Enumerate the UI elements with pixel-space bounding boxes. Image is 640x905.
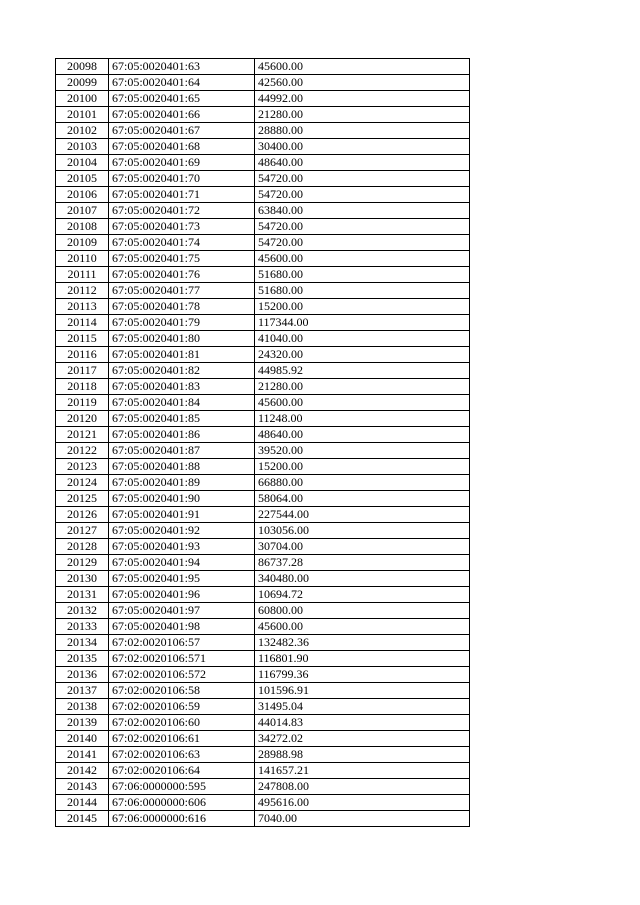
table-row xyxy=(56,139,470,155)
value-cell: 24320.00 xyxy=(255,347,470,363)
value-cell: 247808.00 xyxy=(255,779,470,795)
cadastral-number-cell: 67:05:0020401:79 xyxy=(109,315,255,331)
cadastral-number-cell: 67:05:0020401:98 xyxy=(109,619,255,635)
cadastral-number-cell: 67:05:0020401:88 xyxy=(109,459,255,475)
table-row xyxy=(56,731,470,747)
value-cell: 44985.92 xyxy=(255,363,470,379)
table-row xyxy=(56,331,470,347)
cadastral-number-cell: 67:05:0020401:82 xyxy=(109,363,255,379)
value-cell: 45600.00 xyxy=(255,619,470,635)
table-row xyxy=(56,635,470,651)
value-cell: 54720.00 xyxy=(255,171,470,187)
table-row xyxy=(56,203,470,219)
table-row xyxy=(56,315,470,331)
row-number-cell: 20140 xyxy=(56,731,109,747)
cadastral-number-cell: 67:06:0000000:595 xyxy=(109,779,255,795)
cadastral-number-cell: 67:02:0020106:61 xyxy=(109,731,255,747)
row-number-cell: 20110 xyxy=(56,251,109,267)
table-row xyxy=(56,811,470,827)
value-cell: 141657.21 xyxy=(255,763,470,779)
table-row xyxy=(56,107,470,123)
value-cell: 15200.00 xyxy=(255,299,470,315)
table-row xyxy=(56,363,470,379)
table-row xyxy=(56,555,470,571)
row-number-cell: 20131 xyxy=(56,587,109,603)
value-cell: 48640.00 xyxy=(255,155,470,171)
cadastral-number-cell: 67:02:0020106:59 xyxy=(109,699,255,715)
row-number-cell: 20135 xyxy=(56,651,109,667)
row-number-cell: 20103 xyxy=(56,139,109,155)
value-cell: 21280.00 xyxy=(255,107,470,123)
cadastral-number-cell: 67:05:0020401:71 xyxy=(109,187,255,203)
cadastral-number-cell: 67:05:0020401:75 xyxy=(109,251,255,267)
row-number-cell: 20134 xyxy=(56,635,109,651)
row-number-cell: 20120 xyxy=(56,411,109,427)
row-number-cell: 20100 xyxy=(56,91,109,107)
value-cell: 54720.00 xyxy=(255,219,470,235)
row-number-cell: 20114 xyxy=(56,315,109,331)
value-cell: 340480.00 xyxy=(255,571,470,587)
value-cell: 101596.91 xyxy=(255,683,470,699)
row-number-cell: 20127 xyxy=(56,523,109,539)
cadastral-number-cell: 67:02:0020106:57 xyxy=(109,635,255,651)
value-cell: 41040.00 xyxy=(255,331,470,347)
row-number-cell: 20122 xyxy=(56,443,109,459)
value-cell: 30704.00 xyxy=(255,539,470,555)
table-row xyxy=(56,91,470,107)
value-cell: 495616.00 xyxy=(255,795,470,811)
value-cell: 54720.00 xyxy=(255,187,470,203)
cadastral-number-cell: 67:05:0020401:84 xyxy=(109,395,255,411)
table-row xyxy=(56,587,470,603)
cadastral-number-cell: 67:05:0020401:95 xyxy=(109,571,255,587)
table-row xyxy=(56,523,470,539)
table-row xyxy=(56,411,470,427)
table-row xyxy=(56,651,470,667)
cadastral-number-cell: 67:05:0020401:83 xyxy=(109,379,255,395)
table-row xyxy=(56,475,470,491)
table-row xyxy=(56,667,470,683)
cadastral-number-cell: 67:05:0020401:86 xyxy=(109,427,255,443)
table-row xyxy=(56,59,470,75)
value-cell: 15200.00 xyxy=(255,459,470,475)
table-row xyxy=(56,267,470,283)
cadastral-number-cell: 67:05:0020401:64 xyxy=(109,75,255,91)
row-number-cell: 20130 xyxy=(56,571,109,587)
value-cell: 34272.02 xyxy=(255,731,470,747)
cadastral-number-cell: 67:05:0020401:81 xyxy=(109,347,255,363)
table-row xyxy=(56,603,470,619)
cadastral-number-cell: 67:06:0000000:616 xyxy=(109,811,255,827)
row-number-cell: 20136 xyxy=(56,667,109,683)
row-number-cell: 20117 xyxy=(56,363,109,379)
table-row xyxy=(56,187,470,203)
cadastral-number-cell: 67:05:0020401:77 xyxy=(109,283,255,299)
cadastral-number-cell: 67:05:0020401:67 xyxy=(109,123,255,139)
table-row xyxy=(56,779,470,795)
table-row xyxy=(56,283,470,299)
table-row xyxy=(56,75,470,91)
value-cell: 21280.00 xyxy=(255,379,470,395)
cadastral-number-cell: 67:05:0020401:69 xyxy=(109,155,255,171)
row-number-cell: 20145 xyxy=(56,811,109,827)
row-number-cell: 20104 xyxy=(56,155,109,171)
row-number-cell: 20105 xyxy=(56,171,109,187)
table-row xyxy=(56,795,470,811)
cadastral-number-cell: 67:05:0020401:80 xyxy=(109,331,255,347)
table-row xyxy=(56,171,470,187)
value-cell: 45600.00 xyxy=(255,251,470,267)
value-cell: 60800.00 xyxy=(255,603,470,619)
cadastral-number-cell: 67:05:0020401:96 xyxy=(109,587,255,603)
value-cell: 48640.00 xyxy=(255,427,470,443)
value-cell: 117344.00 xyxy=(255,315,470,331)
cadastral-number-cell: 67:05:0020401:93 xyxy=(109,539,255,555)
cadastral-number-cell: 67:02:0020106:58 xyxy=(109,683,255,699)
table-body xyxy=(56,59,470,827)
cadastral-number-cell: 67:02:0020106:63 xyxy=(109,747,255,763)
table-row xyxy=(56,539,470,555)
row-number-cell: 20133 xyxy=(56,619,109,635)
value-cell: 44992.00 xyxy=(255,91,470,107)
table-row xyxy=(56,507,470,523)
value-cell: 7040.00 xyxy=(255,811,470,827)
row-number-cell: 20112 xyxy=(56,283,109,299)
row-number-cell: 20115 xyxy=(56,331,109,347)
table-row xyxy=(56,123,470,139)
row-number-cell: 20144 xyxy=(56,795,109,811)
row-number-cell: 20101 xyxy=(56,107,109,123)
cadastral-number-cell: 67:06:0000000:606 xyxy=(109,795,255,811)
value-cell: 51680.00 xyxy=(255,283,470,299)
value-cell: 227544.00 xyxy=(255,507,470,523)
cadastral-number-cell: 67:05:0020401:78 xyxy=(109,299,255,315)
cadastral-number-cell: 67:05:0020401:89 xyxy=(109,475,255,491)
table-row xyxy=(56,251,470,267)
row-number-cell: 20108 xyxy=(56,219,109,235)
row-number-cell: 20118 xyxy=(56,379,109,395)
table-row xyxy=(56,715,470,731)
row-number-cell: 20143 xyxy=(56,779,109,795)
value-cell: 10694.72 xyxy=(255,587,470,603)
cadastral-number-cell: 67:05:0020401:94 xyxy=(109,555,255,571)
table-row xyxy=(56,155,470,171)
row-number-cell: 20139 xyxy=(56,715,109,731)
table-row xyxy=(56,619,470,635)
row-number-cell: 20106 xyxy=(56,187,109,203)
value-cell: 39520.00 xyxy=(255,443,470,459)
value-cell: 28988.98 xyxy=(255,747,470,763)
row-number-cell: 20137 xyxy=(56,683,109,699)
table-row xyxy=(56,427,470,443)
cadastral-number-cell: 67:02:0020106:572 xyxy=(109,667,255,683)
cadastral-number-cell: 67:05:0020401:85 xyxy=(109,411,255,427)
cadastral-number-cell: 67:05:0020401:97 xyxy=(109,603,255,619)
cadastral-number-cell: 67:05:0020401:66 xyxy=(109,107,255,123)
row-number-cell: 20124 xyxy=(56,475,109,491)
value-cell: 116801.90 xyxy=(255,651,470,667)
cadastral-number-cell: 67:05:0020401:65 xyxy=(109,91,255,107)
table-row xyxy=(56,443,470,459)
row-number-cell: 20142 xyxy=(56,763,109,779)
cadastral-number-cell: 67:05:0020401:72 xyxy=(109,203,255,219)
row-number-cell: 20129 xyxy=(56,555,109,571)
value-cell: 31495.04 xyxy=(255,699,470,715)
cadastral-number-cell: 67:05:0020401:90 xyxy=(109,491,255,507)
row-number-cell: 20102 xyxy=(56,123,109,139)
value-cell: 28880.00 xyxy=(255,123,470,139)
cadastral-number-cell: 67:05:0020401:76 xyxy=(109,267,255,283)
table-row xyxy=(56,299,470,315)
row-number-cell: 20125 xyxy=(56,491,109,507)
row-number-cell: 20111 xyxy=(56,267,109,283)
value-cell: 86737.28 xyxy=(255,555,470,571)
value-cell: 116799.36 xyxy=(255,667,470,683)
cadastral-number-cell: 67:05:0020401:91 xyxy=(109,507,255,523)
row-number-cell: 20116 xyxy=(56,347,109,363)
row-number-cell: 20128 xyxy=(56,539,109,555)
value-cell: 45600.00 xyxy=(255,59,470,75)
row-number-cell: 20132 xyxy=(56,603,109,619)
value-cell: 54720.00 xyxy=(255,235,470,251)
data-table xyxy=(55,58,470,827)
table-row xyxy=(56,491,470,507)
value-cell: 42560.00 xyxy=(255,75,470,91)
value-cell: 66880.00 xyxy=(255,475,470,491)
cadastral-number-cell: 67:05:0020401:68 xyxy=(109,139,255,155)
value-cell: 51680.00 xyxy=(255,267,470,283)
table-row xyxy=(56,219,470,235)
row-number-cell: 20121 xyxy=(56,427,109,443)
value-cell: 11248.00 xyxy=(255,411,470,427)
row-number-cell: 20109 xyxy=(56,235,109,251)
table-row xyxy=(56,347,470,363)
cadastral-number-cell: 67:05:0020401:87 xyxy=(109,443,255,459)
value-cell: 132482.36 xyxy=(255,635,470,651)
table-row xyxy=(56,395,470,411)
table-row xyxy=(56,763,470,779)
table-row xyxy=(56,683,470,699)
row-number-cell: 20099 xyxy=(56,75,109,91)
cadastral-number-cell: 67:05:0020401:63 xyxy=(109,59,255,75)
row-number-cell: 20098 xyxy=(56,59,109,75)
value-cell: 103056.00 xyxy=(255,523,470,539)
value-cell: 58064.00 xyxy=(255,491,470,507)
cadastral-number-cell: 67:02:0020106:64 xyxy=(109,763,255,779)
row-number-cell: 20126 xyxy=(56,507,109,523)
cadastral-number-cell: 67:02:0020106:60 xyxy=(109,715,255,731)
table-row xyxy=(56,699,470,715)
cadastral-number-cell: 67:02:0020106:571 xyxy=(109,651,255,667)
table-row xyxy=(56,459,470,475)
cadastral-number-cell: 67:05:0020401:92 xyxy=(109,523,255,539)
row-number-cell: 20123 xyxy=(56,459,109,475)
table-row xyxy=(56,747,470,763)
row-number-cell: 20107 xyxy=(56,203,109,219)
row-number-cell: 20113 xyxy=(56,299,109,315)
table-row xyxy=(56,235,470,251)
cadastral-number-cell: 67:05:0020401:73 xyxy=(109,219,255,235)
row-number-cell: 20138 xyxy=(56,699,109,715)
cadastral-number-cell: 67:05:0020401:74 xyxy=(109,235,255,251)
table-row xyxy=(56,379,470,395)
value-cell: 45600.00 xyxy=(255,395,470,411)
value-cell: 30400.00 xyxy=(255,139,470,155)
value-cell: 44014.83 xyxy=(255,715,470,731)
row-number-cell: 20119 xyxy=(56,395,109,411)
value-cell: 63840.00 xyxy=(255,203,470,219)
table-row xyxy=(56,571,470,587)
row-number-cell: 20141 xyxy=(56,747,109,763)
cadastral-number-cell: 67:05:0020401:70 xyxy=(109,171,255,187)
